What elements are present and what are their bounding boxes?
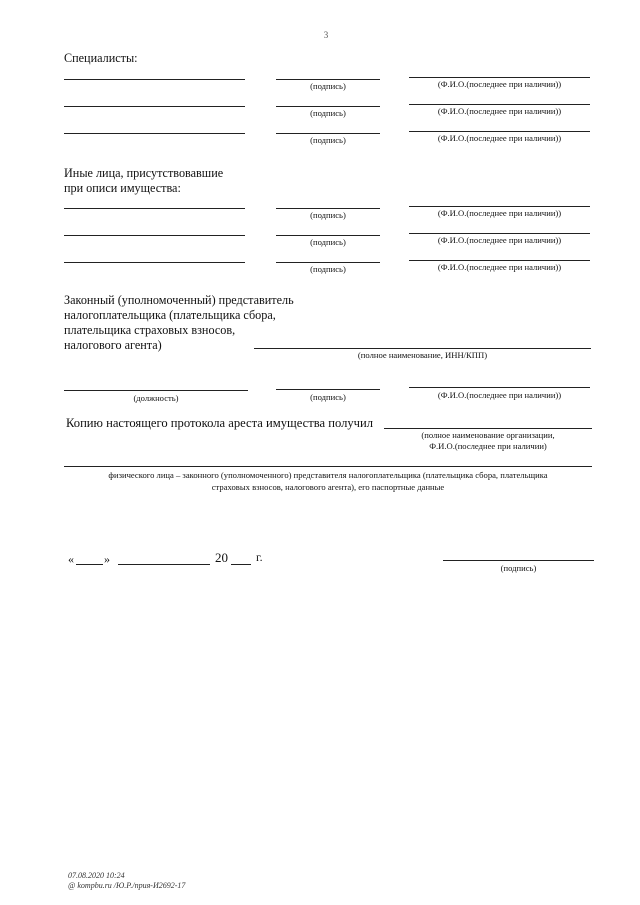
specialist-1-fio-line[interactable] xyxy=(409,77,590,78)
position-caption: (должность) xyxy=(133,393,179,403)
signature-caption: (подпись) xyxy=(310,210,346,220)
date-close-quote: » xyxy=(104,552,110,566)
specialist-2-name-line[interactable] xyxy=(64,106,245,107)
representative-signature-line[interactable] xyxy=(276,389,380,390)
copy-received-caption: (полное наименование организации, Ф.И.О.(последнее при наличии) xyxy=(421,430,555,451)
specialist-2-fio-line[interactable] xyxy=(409,104,590,105)
specialist-3-name-line[interactable] xyxy=(64,133,245,134)
signature-caption: (подпись) xyxy=(310,392,346,402)
fio-caption: (Ф.И.О.(последнее при наличии)) xyxy=(437,235,562,245)
page-number: 3 xyxy=(323,30,329,40)
specialist-1-signature-line[interactable] xyxy=(276,79,380,80)
specialist-3-fio-line[interactable] xyxy=(409,131,590,132)
fio-caption: (Ф.И.О.(последнее при наличии)) xyxy=(437,106,562,116)
other-person-1-fio-line[interactable] xyxy=(409,206,590,207)
other-persons-heading: Иные лица, присутствовавшие при описи имущества: xyxy=(64,166,224,195)
signature-caption: (подпись) xyxy=(310,264,346,274)
fio-caption: (Ф.И.О.(последнее при наличии)) xyxy=(437,79,562,89)
signature-caption: (подпись) xyxy=(310,108,346,118)
final-signature-line[interactable] xyxy=(443,560,594,561)
other-person-1-signature-line[interactable] xyxy=(276,208,380,209)
other-person-3-fio-line[interactable] xyxy=(409,260,590,261)
copy-received-line[interactable] xyxy=(384,428,592,429)
representative-name-caption: (полное наименование, ИНН/КПП) xyxy=(357,350,488,360)
fio-caption: (Ф.И.О.(последнее при наличии)) xyxy=(437,208,562,218)
copy-received-note: физического лица – законного (уполномоченного) представителя налогоплательщика (плательщика сбора, плательщика страховых взносов, налогового агента), его паспортные данные xyxy=(108,470,548,492)
date-year-line[interactable] xyxy=(231,564,251,565)
fio-caption: (Ф.И.О.(последнее при наличии)) xyxy=(437,262,562,272)
representative-position-line[interactable] xyxy=(64,390,248,391)
representative-heading: Законный (уполномоченный) представитель налогоплательщика (плательщика сбора, плательщика страховых взносов, налогового агента) xyxy=(64,293,294,352)
other-person-3-signature-line[interactable] xyxy=(276,262,380,263)
other-person-3-name-line[interactable] xyxy=(64,262,245,263)
signature-caption: (подпись) xyxy=(310,237,346,247)
other-person-2-name-line[interactable] xyxy=(64,235,245,236)
signature-caption: (подпись) xyxy=(310,81,346,91)
date-year-suffix: г. xyxy=(256,550,263,564)
final-signature-caption: (подпись) xyxy=(500,563,537,573)
fio-caption: (Ф.И.О.(последнее при наличии)) xyxy=(437,390,562,400)
footer-timestamp: 07.08.2020 10:24 xyxy=(68,871,125,880)
specialist-3-signature-line[interactable] xyxy=(276,133,380,134)
date-open-quote: « xyxy=(68,552,74,566)
date-month-line[interactable] xyxy=(118,564,210,565)
other-person-2-signature-line[interactable] xyxy=(276,235,380,236)
specialist-1-name-line[interactable] xyxy=(64,79,245,80)
specialist-2-signature-line[interactable] xyxy=(276,106,380,107)
signature-caption: (подпись) xyxy=(310,135,346,145)
fio-caption: (Ф.И.О.(последнее при наличии)) xyxy=(437,133,562,143)
specialists-heading: Специалисты: xyxy=(64,51,138,65)
date-day-line[interactable] xyxy=(76,564,103,565)
other-person-1-name-line[interactable] xyxy=(64,208,245,209)
footer-source: @ kompbu.ru /Ю.Р./прия-И2692-17 xyxy=(68,881,186,890)
representative-name-line[interactable] xyxy=(254,348,591,349)
copy-received-details-line[interactable] xyxy=(64,466,592,467)
date-year-prefix: 20 xyxy=(215,550,228,565)
representative-fio-line[interactable] xyxy=(409,387,590,388)
copy-received-text: Копию настоящего протокола ареста имущества получил xyxy=(66,416,374,430)
other-person-2-fio-line[interactable] xyxy=(409,233,590,234)
